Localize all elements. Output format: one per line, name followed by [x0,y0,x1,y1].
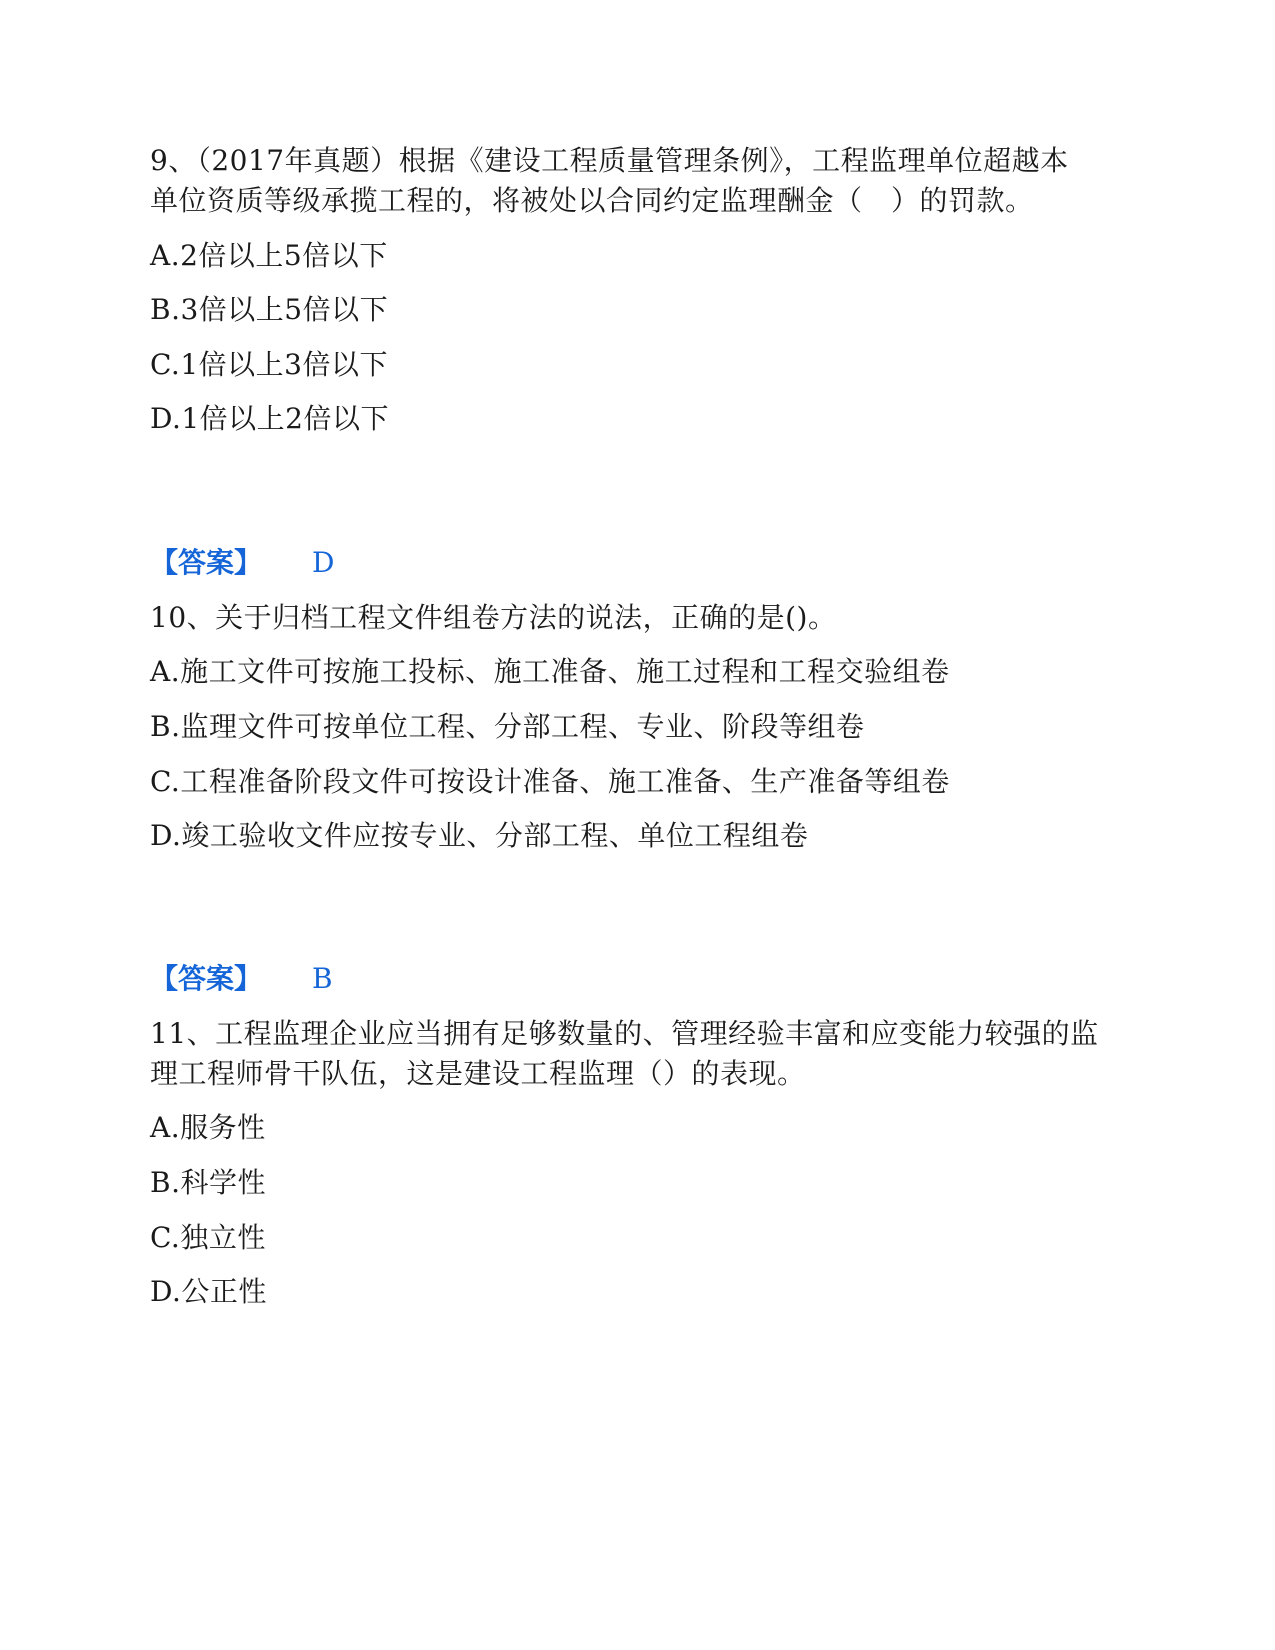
question-11-option-d: D.公正性 [150,1275,267,1308]
answer-value: B [312,962,333,995]
question-9-option-c: C.1倍以上3倍以下 [150,348,388,381]
question-10-option-c: C.工程准备阶段文件可按设计准备、施工准备、生产准备等组卷 [150,765,950,798]
question-10-answer [150,959,333,999]
answer-value: D [312,546,335,579]
question-9-option-d: D.1倍以上2倍以下 [150,402,389,435]
question-11-option-c: C.独立性 [150,1221,266,1254]
question-11-stem-line1: 11、工程监理企业应当拥有足够数量的、管理经验丰富和应变能力较强的监 [150,1017,1099,1050]
question-9-stem-line1: 9、（2017年真题）根据《建设工程质量管理条例》，工程监理单位超越本 [150,144,1069,177]
question-11-option-a: A.服务性 [150,1111,266,1144]
question-11-option-b: B.科学性 [150,1166,266,1199]
question-10-option-d: D.竣工验收文件应按专业、分部工程、单位工程组卷 [150,819,809,852]
question-9-stem-line2: 单位资质等级承揽工程的，将被处以合同约定监理酬金（ ）的罚款。 [150,184,1034,217]
question-10-option-b: B.监理文件可按单位工程、分部工程、专业、阶段等组卷 [150,710,865,743]
question-9-option-b: B.3倍以上5倍以下 [150,293,389,326]
question-9-answer [150,543,334,583]
question-10-stem: 10、关于归档工程文件组卷方法的说法，正确的是()。 [150,601,837,634]
answer-label: 【答案】 [150,546,263,579]
question-11-stem-line2: 理工程师骨干队伍，这是建设工程监理（）的表现。 [150,1057,806,1090]
answer-label: 【答案】 [150,962,263,995]
question-9-option-a: A.2倍以上5倍以下 [150,239,388,272]
question-10-option-a: A.施工文件可按施工投标、施工准备、施工过程和工程交验组卷 [150,655,950,688]
